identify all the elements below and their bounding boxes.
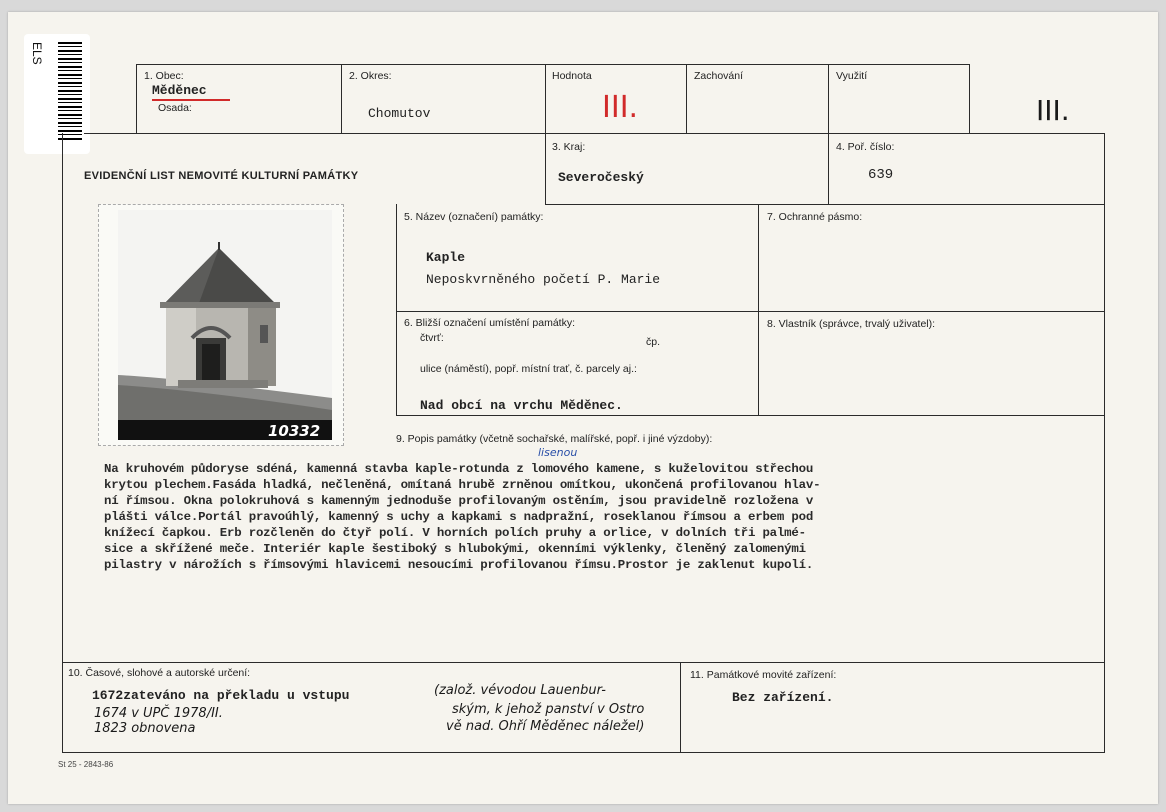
casove-typed: 1672zateváno na překladu u vstupu (92, 688, 350, 703)
barcode-icon (58, 42, 82, 142)
obec-label: 1. Obec: (144, 70, 184, 82)
popis-text (104, 461, 1096, 573)
por-value: 639 (868, 167, 894, 183)
rule (136, 64, 137, 134)
rule (828, 64, 829, 204)
nazev-label: 5. Název (označení) památky: (404, 211, 544, 223)
casove-hand2: 1823 obnovena (94, 721, 196, 736)
hodnota-label: Hodnota (552, 70, 592, 82)
photo-number: 10332 (268, 422, 321, 440)
rule (84, 133, 1104, 134)
popis-correction: lisenou (538, 446, 578, 459)
rule (136, 64, 970, 65)
rule (969, 64, 970, 134)
footer-code: St 25 - 2843-86 (58, 760, 114, 769)
chapel-photo (118, 210, 332, 440)
popis-line: ní římsou. Okna polokruhová s kamenným jednoduše profilovaným ostěním, jsou pravidelně rozložena v (104, 494, 814, 508)
rule (545, 64, 546, 204)
rule (545, 204, 1105, 205)
rule (680, 662, 681, 752)
osada-label: Osada: (158, 102, 192, 114)
rule (396, 204, 397, 416)
rule (341, 64, 342, 134)
cp-label: čp. (646, 336, 661, 348)
rule (686, 64, 687, 134)
popis-line: pilastry v nárožích s římsovými hlavicemi nesoucími profilovanou římsu.Prostor je zaklenut kupolí. (104, 558, 814, 572)
margin-mark: III. (1036, 94, 1070, 127)
casove-hand1: 1674 v UPČ 1978/II. (94, 706, 223, 721)
rule (758, 204, 759, 416)
rule (1104, 133, 1105, 753)
kraj-value: Severočeský (558, 170, 644, 185)
casove-note1: (založ. vévodou Lauenbur- (434, 683, 606, 698)
rule (396, 415, 1104, 416)
popis-line: krytou plechem.Fasáda hladká, nečleněná, omítaná hrubě zrněnou omítkou, ukončená profilovanou hlav- (104, 478, 821, 492)
okres-label: 2. Okres: (349, 70, 392, 82)
rule (62, 752, 1105, 753)
popis-line: sice a skřížené meče. Interiér kaple šestiboký s hlubokými, okenními výklenky, členěný zalomenými (104, 542, 806, 556)
rule (396, 311, 1104, 312)
casove-note2: ským, k jehož panství v Ostro (452, 702, 645, 717)
kraj-label: 3. Kraj: (552, 141, 586, 153)
umisteni-value: Nad obcí na vrchu Měděnec. (420, 398, 623, 413)
obec-value: Měděnec (152, 83, 207, 98)
rule (62, 662, 1105, 663)
underline-mark (152, 99, 230, 101)
vlastnik-label: 8. Vlastník (správce, trvalý uživatel): (767, 318, 936, 330)
casove-label: 10. Časové, slohové a autorské určení: (68, 667, 251, 679)
hodnota-value: III. (602, 90, 639, 125)
por-label: 4. Poř. číslo: (836, 141, 895, 153)
okres-value: Chomutov (368, 106, 431, 121)
els-code: ELS (30, 42, 44, 65)
casove-note3: vě nad. Ohří Měděnec náležel) (446, 719, 645, 734)
popis-line: knížecí čapkou. Erb rozčleněn do čtyř polí. V horních polích pruhy a orlice, v dolních tři palmé- (104, 526, 806, 540)
ulice-label: ulice (náměstí), popř. místní trať, č. parcely aj.: (420, 363, 637, 375)
ochranne-label: 7. Ochranné pásmo: (767, 211, 863, 223)
vyuziti-label: Využití (836, 70, 868, 82)
popis-label: 9. Popis památky (včetně sochařské, malířské, popř. i jiné výzdoby): (396, 433, 713, 445)
zachovani-label: Zachování (694, 70, 744, 82)
popis-line: Na kruhovém půdoryse sdéná, kamenná stavba kaple-rotunda z lomového kamene, s kuželovitou střechou (104, 462, 814, 476)
form-title: EVIDENČNÍ LIST NEMOVITÉ KULTURNÍ PAMÁTKY (84, 170, 359, 182)
zarizeni-label: 11. Památkové movité zařízení: (690, 669, 837, 681)
nazev-line1: Kaple (426, 250, 466, 265)
popis-line: plášti válce.Portál pravoúhlý, kamenný s uchy a kapkami s nadpražní, roseklanou římsou a erbem pod (104, 510, 814, 524)
blizsi-label: 6. Bližší označení umístění památky: (404, 317, 575, 329)
barcode-sticker (24, 34, 90, 154)
zarizeni-value: Bez zařízení. (732, 690, 834, 705)
nazev-line2: Neposkvrněného početí P. Marie (426, 272, 661, 287)
ctvrt-label: čtvrť: (420, 332, 444, 344)
rule (62, 133, 63, 753)
